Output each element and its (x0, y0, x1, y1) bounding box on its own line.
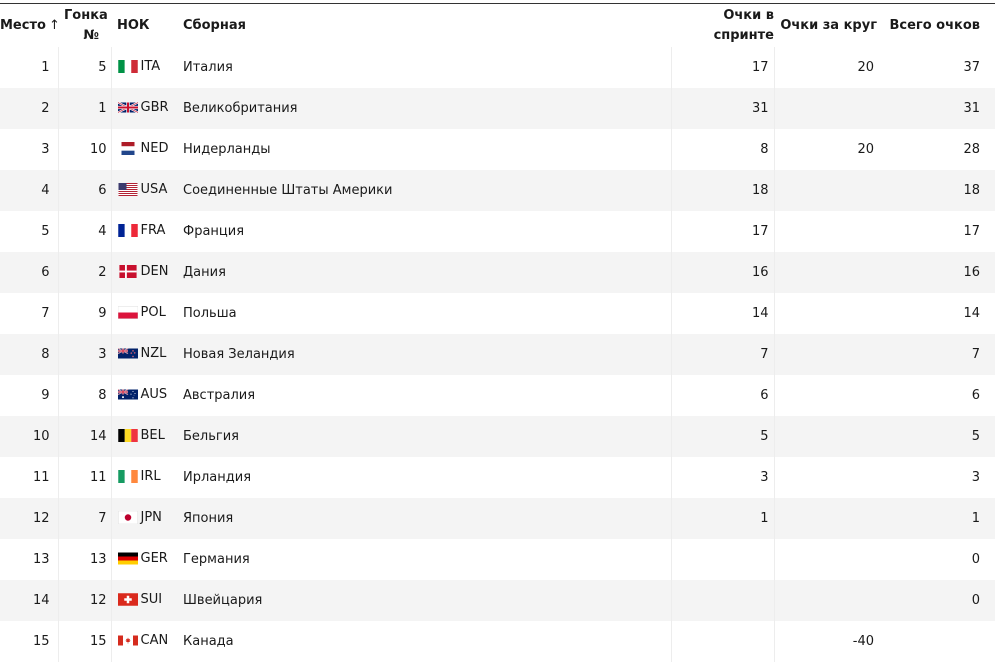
race-number-cell: 11 (58, 457, 111, 498)
den-flag-icon (118, 265, 138, 278)
total-points-cell: 7 (971, 347, 980, 362)
lap-points-cell (774, 252, 879, 293)
noc-code: DEN (140, 263, 169, 279)
noc-cell (111, 88, 177, 129)
total-points-cell: 17 (963, 224, 980, 239)
sprint-points-cell: 6 (671, 375, 774, 416)
team-name-cell: Дания (177, 252, 671, 293)
rank-cell: 12 (0, 498, 58, 539)
noc-code: GER (140, 550, 168, 566)
race-number-cell: 4 (58, 211, 111, 252)
sort-ascending-icon: ↑ (48, 17, 60, 33)
noc-cell (111, 457, 177, 498)
nzl-flag-icon (118, 347, 138, 360)
total-points-cell: 0 (971, 593, 980, 608)
rank-cell: 8 (0, 334, 58, 375)
rank-cell: 11 (0, 457, 58, 498)
lap-points-cell: 20 (857, 142, 874, 157)
total-points-cell: 28 (963, 142, 980, 157)
lap-points-cell: 20 (857, 60, 874, 75)
race-number-cell: 3 (58, 334, 111, 375)
race-number-cell: 1 (58, 88, 111, 129)
ned-flag-icon (118, 142, 138, 155)
team-name-cell: Италия (177, 47, 671, 88)
lap-points-cell (774, 375, 879, 416)
lap-points-cell (774, 334, 879, 375)
team-name-cell: Швейцария (177, 580, 671, 621)
ger-flag-icon (118, 552, 138, 565)
rank-column-header[interactable] (0, 4, 58, 47)
irl-flag-icon (118, 470, 138, 483)
fra-flag-icon (118, 224, 138, 237)
sui-flag-icon (118, 593, 138, 606)
rank-cell: 9 (0, 375, 58, 416)
noc-code: BEL (140, 427, 165, 443)
race-number-cell: 7 (58, 498, 111, 539)
lap-points-cell (774, 293, 879, 334)
sprint-points-column-header[interactable] (671, 4, 774, 47)
sprint-points-cell: 17 (671, 211, 774, 252)
rank-cell: 6 (0, 252, 58, 293)
noc-code: POL (140, 304, 166, 320)
lap-points-cell (774, 88, 879, 129)
total-points-cell: 16 (963, 265, 980, 280)
rank-cell: 1 (0, 47, 58, 88)
total-points-cell: 1 (971, 511, 980, 526)
total-points-column-header[interactable] (879, 4, 995, 47)
noc-cell (111, 293, 177, 334)
noc-cell (111, 47, 177, 88)
noc-code: ITA (140, 58, 161, 74)
table-row[interactable] (0, 129, 995, 170)
total-header-label: Всего очков (889, 17, 980, 33)
noc-cell (111, 539, 177, 580)
table-row[interactable] (0, 293, 995, 334)
ita-flag-icon (118, 60, 138, 73)
noc-cell (111, 416, 177, 457)
race-number-cell: 6 (58, 170, 111, 211)
noc-cell (111, 211, 177, 252)
sprint-points-cell: 16 (671, 252, 774, 293)
noc-column-header[interactable] (111, 4, 177, 47)
noc-cell (111, 170, 177, 211)
pol-flag-icon (118, 306, 138, 319)
table-row[interactable] (0, 580, 995, 621)
noc-code: FRA (140, 222, 166, 238)
noc-code: NED (140, 140, 169, 156)
race-header-line1: Гонка (64, 7, 108, 23)
sprint-points-cell: 1 (671, 498, 774, 539)
noc-code: USA (140, 181, 168, 197)
noc-code: IRL (140, 468, 161, 484)
team-name-cell: Польша (177, 293, 671, 334)
sprint-header-line2: спринте (713, 27, 774, 43)
table-row[interactable] (0, 334, 995, 375)
team-name-cell: Австралия (177, 375, 671, 416)
race-number-cell: 13 (58, 539, 111, 580)
noc-cell (111, 334, 177, 375)
race-number-cell: 10 (58, 129, 111, 170)
sprint-points-cell: 7 (671, 334, 774, 375)
noc-code: CAN (140, 632, 169, 648)
sprint-points-cell: 18 (671, 170, 774, 211)
table-row[interactable] (0, 498, 995, 539)
lap-points-cell (774, 539, 879, 580)
race-number-cell: 8 (58, 375, 111, 416)
team-name-cell: Германия (177, 539, 671, 580)
jpn-flag-icon (118, 511, 138, 524)
team-name-cell: Нидерланды (177, 129, 671, 170)
rank-cell: 14 (0, 580, 58, 621)
lap-points-cell (774, 498, 879, 539)
race-number-cell: 2 (58, 252, 111, 293)
table-row[interactable] (0, 47, 995, 88)
rank-cell: 2 (0, 88, 58, 129)
noc-code: JPN (140, 509, 162, 525)
race-header-line2: № (83, 27, 99, 43)
team-name-cell: Канада (177, 621, 671, 662)
table-row[interactable] (0, 88, 995, 129)
table-row[interactable] (0, 170, 995, 211)
team-name-cell: Соединенные Штаты Америки (177, 170, 671, 211)
lap-points-cell (774, 580, 879, 621)
team-name-cell: Новая Зеландия (177, 334, 671, 375)
total-points-cell: 6 (971, 388, 980, 403)
rank-header-label: Место (0, 17, 46, 33)
table-row[interactable] (0, 375, 995, 416)
sprint-points-cell: 8 (671, 129, 774, 170)
sprint-points-cell (671, 580, 774, 621)
team-name-cell: Бельгия (177, 416, 671, 457)
noc-header-label: НОК (117, 17, 150, 33)
header-row (0, 4, 995, 47)
sprint-points-cell: 5 (671, 416, 774, 457)
team-header-label: Сборная (183, 17, 246, 33)
total-points-cell: 3 (971, 470, 980, 485)
noc-cell (111, 129, 177, 170)
rank-cell: 5 (0, 211, 58, 252)
table-row[interactable] (0, 211, 995, 252)
noc-code: AUS (140, 386, 168, 402)
team-name-cell: Япония (177, 498, 671, 539)
rank-cell: 3 (0, 129, 58, 170)
sprint-points-cell: 3 (671, 457, 774, 498)
lap-header-label: Очки за круг (780, 17, 877, 33)
race-number-cell: 5 (58, 47, 111, 88)
table-row[interactable] (0, 539, 995, 580)
race-number-cell: 9 (58, 293, 111, 334)
noc-code: SUI (140, 591, 163, 607)
total-points-cell: 5 (971, 429, 980, 444)
team-name-cell: Франция (177, 211, 671, 252)
team-column-header[interactable] (177, 4, 671, 47)
race-number-column-header[interactable] (58, 4, 111, 47)
team-name-cell: Ирландия (177, 457, 671, 498)
results-table (0, 4, 995, 662)
noc-cell (111, 580, 177, 621)
race-number-cell: 14 (58, 416, 111, 457)
total-points-cell: 0 (971, 552, 980, 567)
team-name-cell: Великобритания (177, 88, 671, 129)
noc-cell (111, 375, 177, 416)
sprint-header-line1: Очки в (723, 7, 774, 23)
lap-points-column-header[interactable] (774, 4, 879, 47)
rank-cell: 10 (0, 416, 58, 457)
total-points-cell: 14 (963, 306, 980, 321)
lap-points-cell (774, 170, 879, 211)
total-points-cell: 18 (963, 183, 980, 198)
table-row[interactable] (0, 457, 995, 498)
noc-cell (111, 252, 177, 293)
sprint-points-cell: 17 (671, 47, 774, 88)
sprint-points-cell: 14 (671, 293, 774, 334)
table-row[interactable] (0, 416, 995, 457)
can-flag-icon (118, 634, 138, 647)
noc-cell (111, 498, 177, 539)
table-row[interactable] (0, 252, 995, 293)
race-number-cell: 15 (58, 621, 111, 662)
total-points-cell: 37 (963, 60, 980, 75)
sprint-points-cell (671, 539, 774, 580)
rank-cell: 7 (0, 293, 58, 334)
noc-code: NZL (140, 345, 167, 361)
rank-cell: 15 (0, 621, 58, 662)
rank-cell: 4 (0, 170, 58, 211)
noc-code: GBR (140, 99, 169, 115)
lap-points-cell (774, 416, 879, 457)
lap-points-cell: -40 (852, 634, 874, 649)
total-points-cell: 31 (963, 101, 980, 116)
aus-flag-icon (118, 388, 138, 401)
sprint-points-cell: 31 (671, 88, 774, 129)
gbr-flag-icon (118, 101, 138, 114)
lap-points-cell (774, 457, 879, 498)
lap-points-cell (774, 211, 879, 252)
race-number-cell: 12 (58, 580, 111, 621)
rank-cell: 13 (0, 539, 58, 580)
usa-flag-icon (118, 183, 138, 196)
bel-flag-icon (118, 429, 138, 442)
